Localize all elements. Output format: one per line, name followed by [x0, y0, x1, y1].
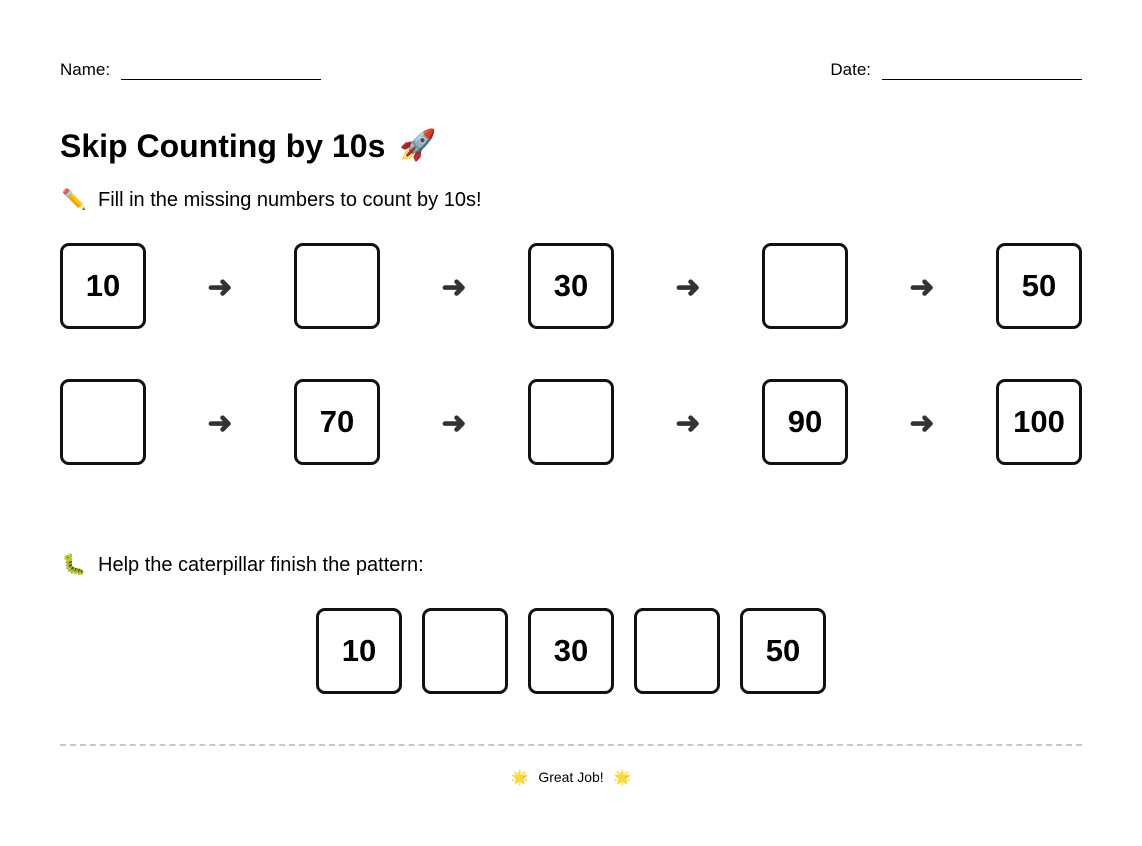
number-sequence-row-2 — [60, 379, 1082, 465]
instruction-text: Help the caterpillar finish the pattern: — [98, 554, 424, 576]
number-box: 10 — [60, 243, 146, 329]
arrow-right-icon: ➜ — [909, 407, 935, 440]
number-box: 50 — [740, 608, 826, 694]
footer-text: Great Job! — [538, 769, 604, 785]
blank-number-box[interactable] — [762, 243, 848, 329]
date-label: Date: — [830, 60, 871, 79]
page-title-text: Skip Counting by 10s — [60, 128, 386, 164]
instruction-text: Fill in the missing numbers to count by 10s! — [98, 189, 482, 211]
instruction-fill-missing — [60, 188, 482, 212]
caterpillar-icon: 🐛 — [61, 554, 87, 576]
number-box: 50 — [996, 243, 1082, 329]
blank-number-box[interactable] — [422, 608, 508, 694]
pencil-icon: ✏️ — [61, 189, 87, 211]
arrow-right-icon: ➜ — [675, 407, 701, 440]
instruction-caterpillar — [60, 553, 424, 577]
date-blank-line[interactable] — [882, 64, 1082, 80]
number-box: 10 — [316, 608, 402, 694]
arrow-right-icon: ➜ — [675, 271, 701, 304]
number-box: 30 — [528, 608, 614, 694]
date-field — [830, 60, 1082, 80]
blank-number-box[interactable] — [294, 243, 380, 329]
rocket-icon: 🚀 — [399, 129, 437, 162]
star-icon: 🌟 — [510, 769, 529, 785]
page-title — [60, 126, 437, 166]
footer — [0, 767, 1142, 787]
name-label: Name: — [60, 60, 111, 79]
dashed-divider — [60, 744, 1082, 746]
number-box: 30 — [528, 243, 614, 329]
blank-number-box[interactable] — [634, 608, 720, 694]
blank-number-box[interactable] — [60, 379, 146, 465]
number-box: 90 — [762, 379, 848, 465]
blank-number-box[interactable] — [528, 379, 614, 465]
arrow-right-icon: ➜ — [909, 271, 935, 304]
arrow-right-icon: ➜ — [441, 407, 467, 440]
number-box: 100 — [996, 379, 1082, 465]
header-row — [60, 60, 1082, 80]
name-blank-line[interactable] — [121, 64, 321, 80]
number-sequence-row-1 — [60, 243, 1082, 329]
arrow-right-icon: ➜ — [441, 271, 467, 304]
arrow-right-icon: ➜ — [207, 407, 233, 440]
name-field — [60, 60, 321, 80]
caterpillar-pattern — [316, 608, 826, 694]
star-icon: 🌟 — [613, 769, 632, 785]
number-box: 70 — [294, 379, 380, 465]
arrow-right-icon: ➜ — [207, 271, 233, 304]
